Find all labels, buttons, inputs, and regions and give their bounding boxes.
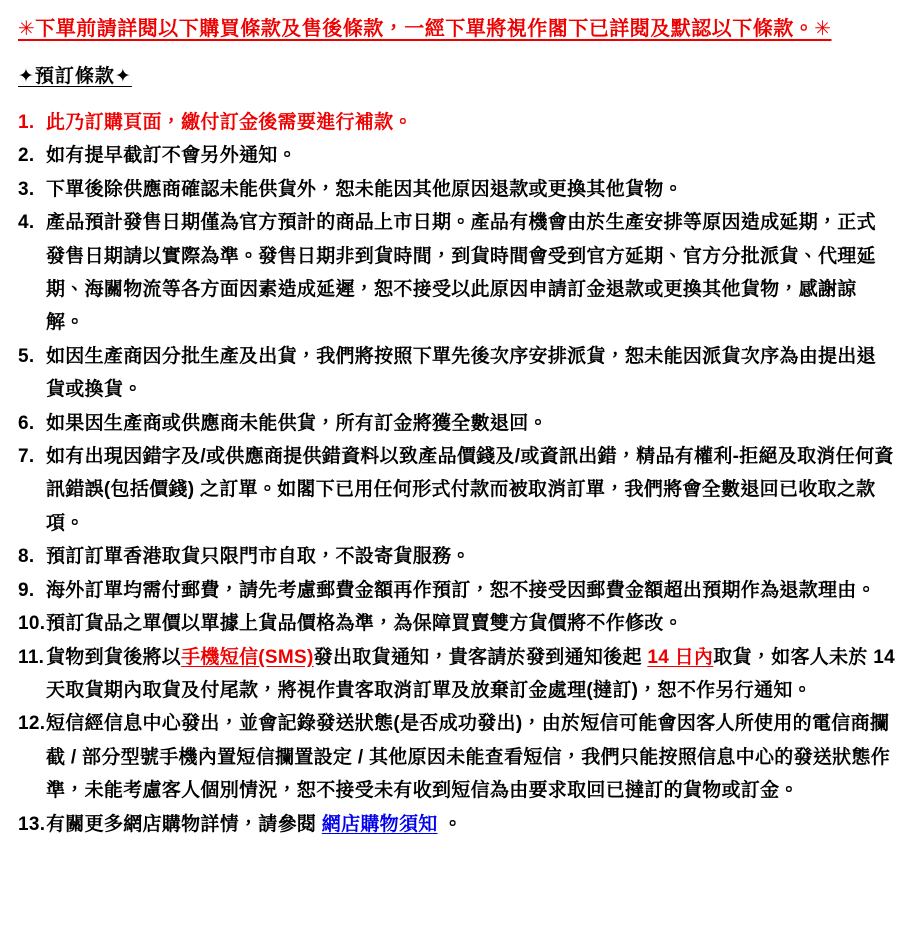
term-number: 10. [18,613,46,635]
term-number: 3. [18,178,35,200]
term-number: 7. [18,446,35,468]
term-item [18,407,895,440]
term-text: 貨物到貨後將以手機短信(SMS)發出取貨通知，貴客請於發到通知後起 14 日內取貨，如客人未於 14 天取貨期內取貨及付尾款，將視作貴客取消訂單及放棄訂金處理(撻訂)，恕不作另行通知。 [46,646,895,701]
term-text: 此乃訂購頁面，繳付訂金後需要進行補款。 [46,112,413,133]
term-item [18,607,895,640]
term-number: 4. [18,212,35,234]
term-text: 海外訂單均需付郵費，請先考慮郵費金額再作預訂，恕不接受因郵費金額超出預期作為退款理由。 [46,579,876,601]
term-text: 如果因生產商或供應商未能供貨，所有訂金將獲全數退回。 [46,412,548,434]
term-number: 6. [18,412,35,434]
section-heading-row [18,65,895,89]
term-text: 預訂貨品之單價以單據上貨品價格為準，為保障買賣雙方貨價將不作修改。 [46,613,683,635]
term-text: 如有提早截訂不會另外通知。 [46,145,297,167]
term-number: 2. [18,145,35,167]
term-item [18,340,895,407]
term-item [18,206,895,340]
term-item [18,641,895,708]
shop-guide-link[interactable]: 網店購物須知 [321,813,438,835]
term-number: 11. [18,646,45,668]
term-item [18,139,895,172]
term-text: 產品預計發售日期僅為官方預計的商品上市日期。產品有機會由於生產安排等原因造成延期，正式發售日期請以實際為準。發售日期非到貨時間，到貨時間會受到官方延期、官方分批派貨、代理延期、海關物流等各方面因素造成延遲，恕不接受以此原因申請訂金退款或更換其他貨物，感謝諒解。 [46,212,876,334]
term-number: 13. [18,813,46,835]
term-number: 5. [18,345,35,367]
term-text: 預訂訂單香港取貨只限門市自取，不設寄貨服務。 [46,546,471,568]
term-item [18,173,895,206]
term-item [18,440,895,540]
term-text: 有關更多網店購物詳情，請參閱 網店購物須知 。 [46,813,463,835]
pickup-deadline-highlight: 14 日內 [647,646,714,668]
terms-list [18,106,895,841]
term-text: 如有出現因錯字及/或供應商提供錯資料以致產品價錢及/或資訊出錯，精品有權利-拒絕及取消任何資訊錯誤(包括價錢) 之訂單。如閣下已用任何形式付款而被取消訂單，我們將會全數退回已收取之款項。 [46,446,894,534]
term-text: 如因生產商因分批生產及出貨，我們將按照下單先後次序安排派貨，恕未能因派貨次序為由提出退貨或換貨。 [46,345,876,401]
term-text: 短信經信息中心發出，並會記錄發送狀態(是否成功發出)，由於短信可能會因客人所使用的電信商攔截 / 部分型號手機內置短信攔置設定 / 其他原因未能查看短信，我們只能按照信息中心的發送狀態作準，未能考慮客人個別情況，恕不接受未有收到短信為由要求取回已撻訂的貨物或訂金。 [46,713,891,802]
term-item [18,808,895,841]
term-item [18,574,895,607]
term-item [18,540,895,573]
preorder-terms-heading: ✦預訂條款✦ [18,66,132,87]
sms-highlight: 手機短信(SMS) [181,646,314,668]
term-number: 9. [18,579,35,601]
term-text: 下單後除供應商確認未能供貨外，恕未能因其他原因退款或更換其他貨物。 [46,178,683,200]
term-number: 12. [18,713,46,735]
term-number: 8. [18,546,35,568]
term-item [18,707,895,807]
term-item [18,106,895,139]
terms-notice-title: ✳下單前請詳閱以下購買條款及售後條款，一經下單將視作閣下已詳閱及默認以下條款。✳ [18,18,832,40]
term-number: 1. [18,112,35,133]
